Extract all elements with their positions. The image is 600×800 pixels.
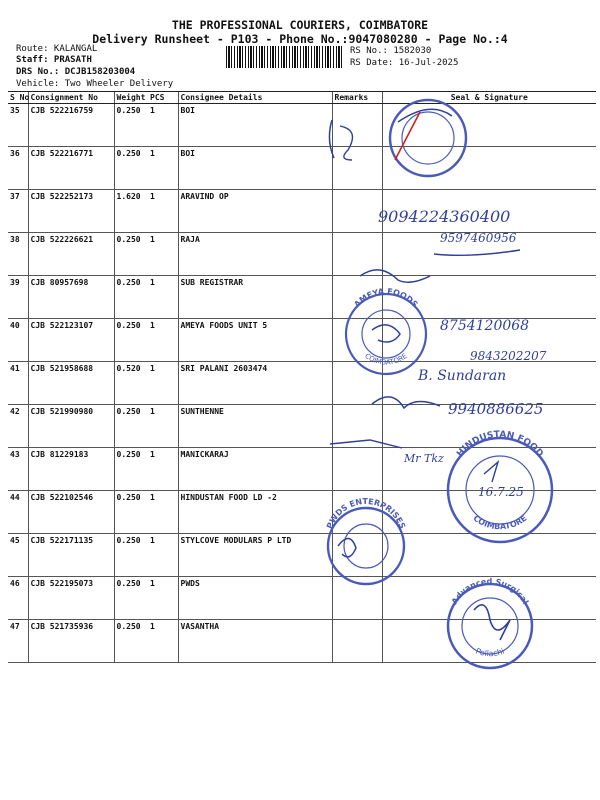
cell-seal — [382, 362, 596, 405]
table-row — [8, 534, 596, 577]
table-row — [8, 319, 596, 362]
cell-consignment: CJB 522123107 — [28, 319, 114, 362]
col-remarks: Remarks — [332, 92, 382, 104]
cell-consignee: HINDUSTAN FOOD LD -2 — [178, 491, 332, 534]
cell-sno: 46 — [8, 577, 28, 620]
cell-remarks — [332, 534, 382, 577]
cell-remarks — [332, 233, 382, 276]
cell-sno: 41 — [8, 362, 28, 405]
route-label: Route: KALANGAL — [16, 44, 98, 54]
cell-weight: 1.620 — [114, 190, 148, 233]
table-row — [8, 448, 596, 491]
col-sno: S No — [10, 93, 30, 102]
col-consignment: Consignment No — [28, 92, 114, 104]
svg-text:9597460956: 9597460956 — [440, 231, 517, 245]
table-row — [8, 491, 596, 534]
table-row — [8, 104, 596, 147]
cell-sno: 43 — [8, 448, 28, 491]
cell-consignee: RAJA — [178, 233, 332, 276]
svg-text:9094224360400: 9094224360400 — [378, 207, 511, 226]
cell-weight: 0.520 — [114, 362, 148, 405]
table-row — [8, 276, 596, 319]
svg-text:9940886625: 9940886625 — [448, 400, 544, 418]
svg-text:AMEYA FOODS: AMEYA FOODS — [352, 286, 420, 310]
cell-seal — [382, 491, 596, 534]
col-consignee: Consignee Details — [178, 92, 332, 104]
cell-consignee: PWDS — [178, 577, 332, 620]
company-title: THE PROFESSIONAL COURIERS, COIMBATORE — [171, 18, 429, 32]
vehicle-label: Vehicle: Two Wheeler Delivery — [16, 79, 174, 89]
runsheet-title: Delivery Runsheet - P103 - Phone No.:9047080280 - Page No.:4 — [92, 32, 508, 46]
svg-text:8754120068: 8754120068 — [440, 318, 530, 334]
cell-weight: 0.250 — [114, 276, 148, 319]
cell-pcs: 1 — [148, 147, 178, 190]
cell-remarks — [332, 448, 382, 491]
cell-consignment: CJB 521735936 — [28, 620, 114, 663]
cell-pcs: 1 — [148, 319, 178, 362]
cell-remarks — [332, 190, 382, 233]
cell-seal — [382, 190, 596, 233]
cell-consignment: CJB 522252173 — [28, 190, 114, 233]
table-header-row — [8, 92, 596, 104]
cell-consignment: CJB 80957698 — [28, 276, 114, 319]
cell-consignment: CJB 81229183 — [28, 448, 114, 491]
cell-consignment: CJB 522102546 — [28, 491, 114, 534]
svg-text:COIMBATORE: COIMBATORE — [471, 513, 529, 532]
table-row — [8, 620, 596, 663]
cell-seal — [382, 276, 596, 319]
cell-weight: 0.250 — [114, 577, 148, 620]
cell-weight: 0.250 — [114, 620, 148, 663]
cell-seal — [382, 620, 596, 663]
cell-sno: 37 — [8, 190, 28, 233]
cell-sno: 47 — [8, 620, 28, 663]
svg-text:9843202207: 9843202207 — [470, 349, 547, 363]
table-row — [8, 190, 596, 233]
cell-weight: 0.250 — [114, 233, 148, 276]
cell-sno: 35 — [8, 104, 28, 147]
table-row — [8, 405, 596, 448]
cell-remarks — [332, 405, 382, 448]
col-weight: Weight — [114, 92, 148, 104]
cell-consignee: SUNTHENNE — [178, 405, 332, 448]
svg-text:HINDUSTAN FOOD: HINDUSTAN FOOD — [455, 429, 545, 460]
cell-remarks — [332, 104, 382, 147]
cell-pcs: 1 — [148, 190, 178, 233]
cell-remarks — [332, 362, 382, 405]
cell-seal — [382, 405, 596, 448]
cell-pcs: 1 — [148, 276, 178, 319]
cell-weight: 0.250 — [114, 448, 148, 491]
cell-consignee: BOI — [178, 104, 332, 147]
cell-consignment: CJB 522216771 — [28, 147, 114, 190]
cell-consignee: MANICKARAJ — [178, 448, 332, 491]
cell-pcs: 1 — [148, 448, 178, 491]
cell-remarks — [332, 620, 382, 663]
cell-pcs: 1 — [148, 104, 178, 147]
cell-pcs: 1 — [148, 577, 178, 620]
cell-remarks — [332, 319, 382, 362]
table-row — [8, 362, 596, 405]
col-seal: Seal & Signature — [382, 92, 596, 104]
cell-pcs: 1 — [148, 362, 178, 405]
cell-weight: 0.250 — [114, 405, 148, 448]
runsheet-table — [8, 91, 596, 663]
cell-consignment: CJB 521958688 — [28, 362, 114, 405]
table-row — [8, 233, 596, 276]
svg-text:COIMBATORE: COIMBATORE — [363, 351, 409, 367]
barcode — [226, 46, 344, 68]
cell-remarks — [332, 147, 382, 190]
cell-consignment: CJB 522195073 — [28, 577, 114, 620]
cell-consignee: ARAVIND OP — [178, 190, 332, 233]
svg-text:16.7.25: 16.7.25 — [478, 485, 524, 499]
cell-weight: 0.250 — [114, 147, 148, 190]
cell-seal — [382, 448, 596, 491]
svg-text:Advanced Surgical: Advanced Surgical — [449, 576, 531, 606]
cell-sno: 45 — [8, 534, 28, 577]
rs-number: RS No.: 1582030 — [350, 46, 432, 56]
cell-consignee: STYLCOVE MODULARS P LTD — [178, 534, 332, 577]
cell-sno: 36 — [8, 147, 28, 190]
svg-text:PWDS ENTERPRISES: PWDS ENTERPRISES — [325, 496, 407, 531]
cell-sno: 44 — [8, 491, 28, 534]
cell-sno: 40 — [8, 319, 28, 362]
cell-consignee: AMEYA FOODS UNIT 5 — [178, 319, 332, 362]
cell-consignee: BOI — [178, 147, 332, 190]
svg-text:B. Sundaran: B. Sundaran — [418, 368, 507, 384]
cell-seal — [382, 319, 596, 362]
cell-seal — [382, 534, 596, 577]
cell-consignment: CJB 522171135 — [28, 534, 114, 577]
cell-seal — [382, 104, 596, 147]
staff-label: Staff: PRASATH — [16, 55, 92, 65]
cell-sno: 38 — [8, 233, 28, 276]
cell-weight: 0.250 — [114, 534, 148, 577]
cell-seal — [382, 577, 596, 620]
cell-seal — [382, 147, 596, 190]
cell-remarks — [332, 491, 382, 534]
cell-weight: 0.250 — [114, 491, 148, 534]
cell-pcs: 1 — [148, 233, 178, 276]
cell-consignment: CJB 521990980 — [28, 405, 114, 448]
rs-date: RS Date: 16-Jul-2025 — [350, 58, 459, 68]
svg-text:Pollachi: Pollachi — [474, 646, 506, 659]
cell-weight: 0.250 — [114, 319, 148, 362]
cell-pcs: 1 — [148, 405, 178, 448]
cell-pcs: 1 — [148, 620, 178, 663]
cell-remarks — [332, 276, 382, 319]
svg-text:Mr Tkz: Mr Tkz — [404, 452, 444, 465]
cell-sno: 39 — [8, 276, 28, 319]
col-pcs: PCS — [148, 92, 178, 104]
cell-sno: 42 — [8, 405, 28, 448]
cell-seal — [382, 233, 596, 276]
cell-remarks — [332, 577, 382, 620]
cell-consignee: SRI PALANI 2603474 — [178, 362, 332, 405]
cell-pcs: 1 — [148, 491, 178, 534]
cell-consignment: CJB 522216759 — [28, 104, 114, 147]
table-row — [8, 577, 596, 620]
cell-pcs: 1 — [148, 534, 178, 577]
cell-consignee: SUB REGISTRAR — [178, 276, 332, 319]
cell-weight: 0.250 — [114, 104, 148, 147]
table-row — [8, 147, 596, 190]
cell-consignment: CJB 522226621 — [28, 233, 114, 276]
drs-number: DRS No.: DCJB158203004 — [16, 67, 136, 77]
cell-consignee: VASANTHA — [178, 620, 332, 663]
